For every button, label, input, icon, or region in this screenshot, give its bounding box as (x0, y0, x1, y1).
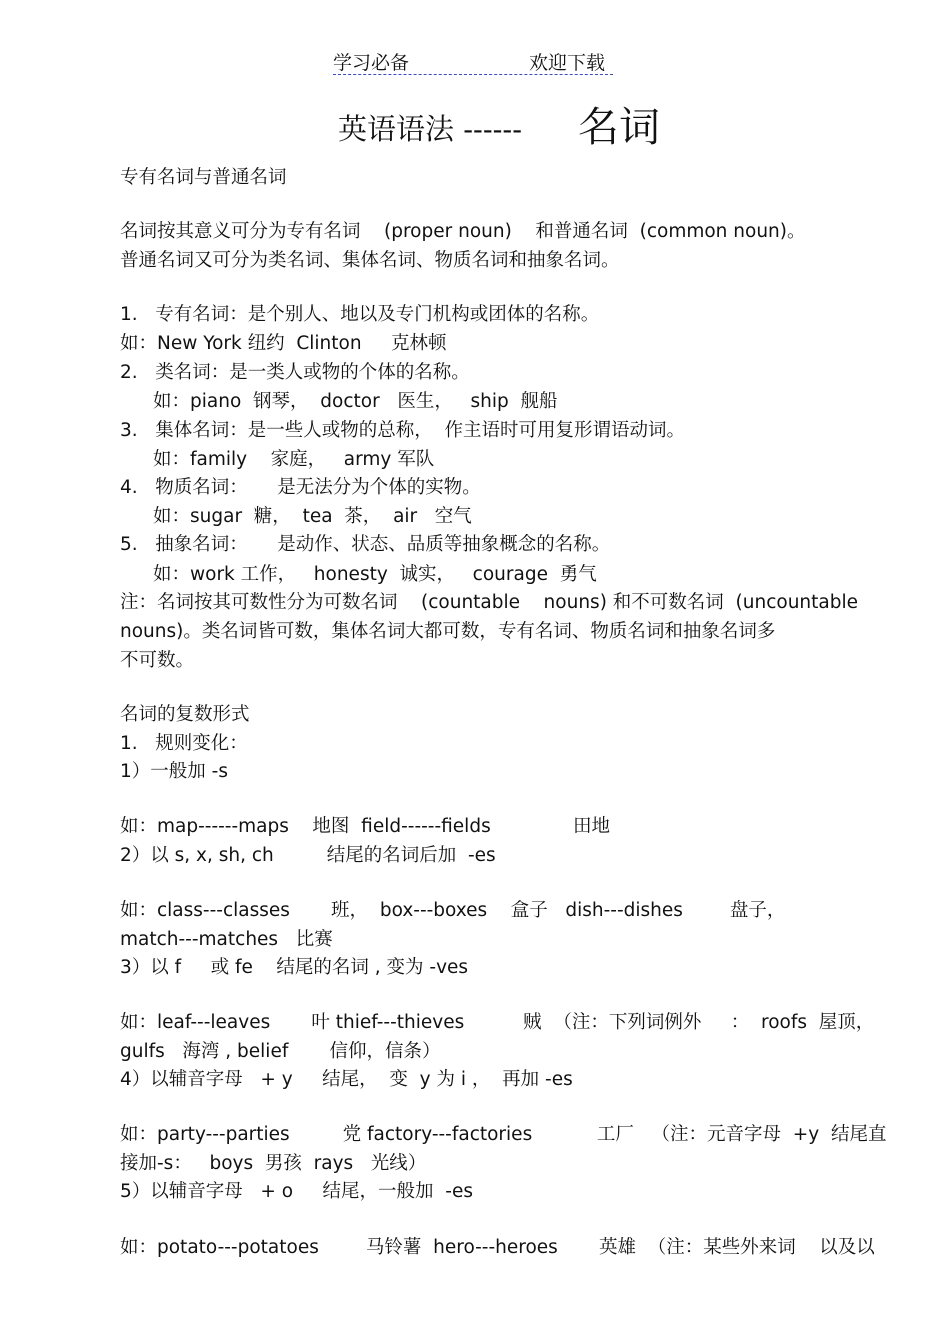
text-line: nouns)。类名词皆可数，集体名词大都可数，专有名词、物质名词和抽象名词多 (120, 621, 776, 642)
text-line: 2. 类名词：是一类人或物的个体的名称。 (120, 362, 470, 383)
page-header (333, 48, 613, 75)
text-line: 1. 规则变化： (120, 733, 248, 754)
text-line: 名词的复数形式 (120, 704, 250, 725)
text-line: 如：family 家庭， army 军队 (153, 449, 435, 470)
text-line: 接加-s： boys 男孩 rays 光线） (120, 1153, 427, 1174)
title-big: 名词 (578, 103, 661, 151)
text-line: 如：map------maps 地图 field------fields 田地 (120, 816, 611, 837)
text-line: 1）一般加 -s (120, 761, 228, 782)
text-line: 如：potato---potatoes 马铃薯 hero---heroes 英雄 （注：某些外来词 以及以 (120, 1237, 875, 1258)
text-line: gulfs 海湾 , belief 信仰，信条） (120, 1041, 441, 1062)
text-line: 5）以辅音字母 + o 结尾，一般加 -es (120, 1181, 473, 1202)
header-right-text: 欢迎下载 (529, 52, 606, 74)
text-line: 如：New York 纽约 Clinton 克林顿 (120, 333, 447, 354)
text-line: 如：piano 钢琴， doctor 医生， ship 舰船 (153, 391, 558, 412)
text-line: 4）以辅音字母 + y 结尾， 变 y 为 i ， 再加 -es (120, 1069, 573, 1090)
text-line: 名词按其意义可分为专有名词 (proper noun) 和普通名词 (common noun)。 (120, 221, 806, 242)
text-line: 5. 抽象名词： 是动作、状态、品质等抽象概念的名称。 (120, 534, 611, 555)
text-line: 4. 物质名词： 是无法分为个体的实物。 (120, 477, 481, 498)
text-line: 专有名词与普通名词 (120, 167, 287, 188)
text-line: 1. 专有名词：是个别人、地以及专门机构或团体的名称。 (120, 304, 600, 325)
text-line: 注：名词按其可数性分为可数名词 (countable nouns) 和不可数名词 (uncountable (120, 592, 859, 613)
text-line: 3）以 f 或 fe 结尾的名词 , 变为 -ves (120, 957, 469, 978)
header-left-text: 学习必备 (333, 52, 410, 74)
text-line: 3. 集体名词：是一些人或物的总称， 作主语时可用复形谓语动词。 (120, 420, 686, 441)
text-line: 2）以 s, x, sh, ch 结尾的名词后加 -es (120, 845, 496, 866)
text-line: 如：class---classes 班， box---boxes 盒子 dish---dishes 盘子， (120, 900, 786, 921)
text-line: 如：leaf---leaves 叶 thief---thieves 贼 （注：下列词例外 ： roofs 屋顶， (120, 1012, 875, 1033)
text-line: 普通名词又可分为类名词、集体名词、物质名词和抽象名词。 (120, 250, 620, 271)
document-title (338, 92, 660, 151)
text-line: 不可数。 (120, 650, 195, 671)
text-line: 如：party---parties 党 factory---factories 工厂 （注：元音字母 +y 结尾直 (120, 1124, 887, 1145)
text-line: 如：sugar 糖， tea 茶， air 空气 (153, 506, 472, 527)
text-line: 如：work 工作， honesty 诚实， courage 勇气 (153, 564, 597, 585)
title-main: 英语语法 ------ (338, 112, 523, 146)
text-line: match---matches 比赛 (120, 929, 333, 950)
